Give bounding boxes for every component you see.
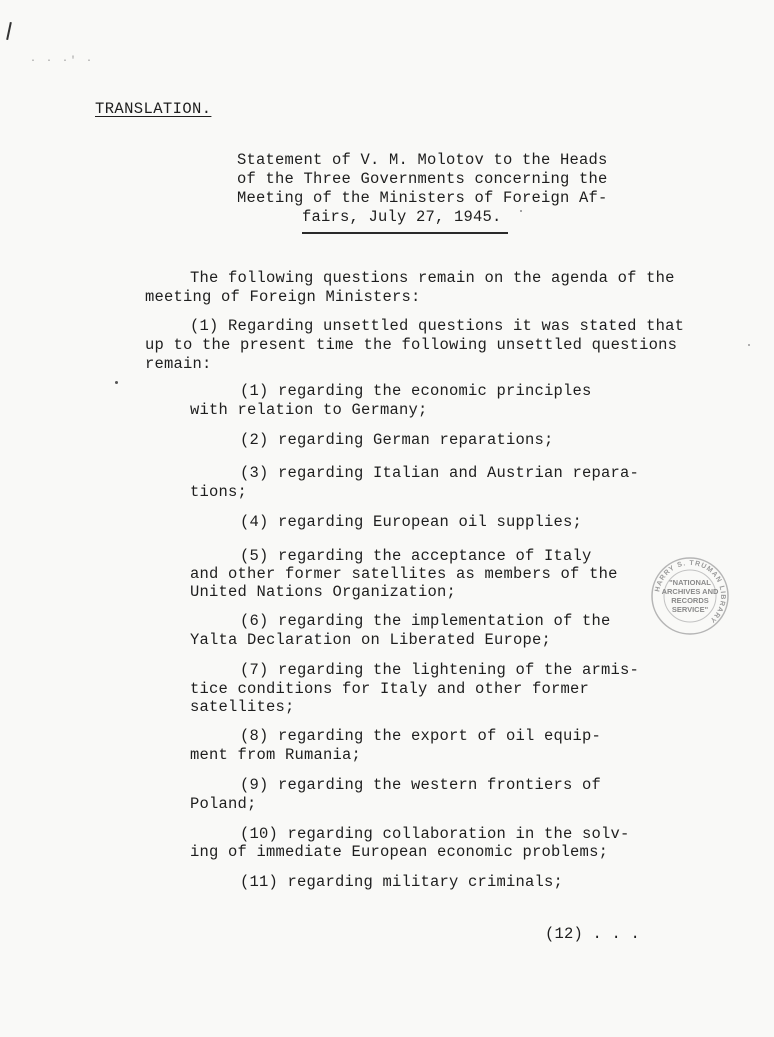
stamp-line-3: RECORDS bbox=[671, 596, 709, 605]
item-8-line-1: (8) regarding the export of oil equip- bbox=[240, 727, 602, 745]
ink-dot bbox=[748, 344, 750, 346]
item-1-line-1: (1) regarding the economic principles bbox=[240, 382, 592, 400]
item-10-line-2: ing of immediate European economic problems; bbox=[190, 843, 609, 861]
ink-dot bbox=[115, 381, 118, 384]
title-line-1: Statement of V. M. Molotov to the Heads bbox=[237, 151, 608, 169]
item-8-line-2: ment from Rumania; bbox=[190, 746, 362, 764]
stamp-line-4: SERVICE" bbox=[671, 605, 709, 614]
item-5-line-3: United Nations Organization; bbox=[190, 583, 457, 601]
item-4-line-1: (4) regarding European oil supplies; bbox=[240, 513, 583, 531]
continuation-marker: (12) . . . bbox=[545, 925, 641, 943]
item-2-line-1: (2) regarding German reparations; bbox=[240, 431, 554, 449]
stamp-label bbox=[650, 578, 730, 614]
title-line-2: of the Three Governments concerning the bbox=[237, 170, 608, 188]
item-10-line-1: (10) regarding collaboration in the solv- bbox=[240, 825, 630, 843]
intro-line-2: meeting of Foreign Ministers: bbox=[145, 288, 421, 306]
title-line-4: fairs, July 27, 1945. bbox=[302, 208, 502, 226]
item-3-line-1: (3) regarding Italian and Austrian repara- bbox=[240, 464, 640, 482]
item-6-line-1: (6) regarding the implementation of the bbox=[240, 612, 611, 630]
stamp-line-1: "NATIONAL bbox=[669, 578, 711, 587]
item-7-line-2: tice conditions for Italy and other former bbox=[190, 680, 590, 698]
title-line-3: Meeting of the Ministers of Foreign Af- bbox=[237, 189, 608, 207]
pencil-tick-mark bbox=[6, 22, 12, 40]
item-9-line-1: (9) regarding the western frontiers of bbox=[240, 776, 602, 794]
faint-specks: · · ·' · bbox=[30, 56, 95, 67]
point-one-line-2: up to the present time the following unsettled questions bbox=[145, 336, 678, 354]
item-11-line-1: (11) regarding military criminals; bbox=[240, 873, 564, 891]
item-1-line-2: with relation to Germany; bbox=[190, 401, 428, 419]
item-9-line-2: Poland; bbox=[190, 795, 257, 813]
item-5-line-1: (5) regarding the acceptance of Italy bbox=[240, 547, 592, 565]
ink-dot bbox=[520, 210, 522, 212]
stamp-ring-text: HARRY S. TRUMAN LIBRARY bbox=[654, 559, 727, 625]
archives-stamp bbox=[650, 556, 730, 636]
title-divider bbox=[302, 232, 508, 234]
point-one-line-1: (1) Regarding unsettled questions it was stated that bbox=[190, 317, 685, 335]
item-7-line-3: satellites; bbox=[190, 698, 295, 716]
intro-line-1: The following questions remain on the agenda of the bbox=[190, 269, 675, 287]
item-5-line-2: and other former satellites as members of the bbox=[190, 565, 618, 583]
stamp-line-2: ARCHIVES AND bbox=[661, 587, 719, 596]
item-7-line-1: (7) regarding the lightening of the armis- bbox=[240, 661, 640, 679]
item-3-line-2: tions; bbox=[190, 483, 248, 501]
point-one-line-3: remain: bbox=[145, 355, 212, 373]
document-heading: TRANSLATION. bbox=[95, 100, 212, 118]
item-6-line-2: Yalta Declaration on Liberated Europe; bbox=[190, 631, 552, 649]
